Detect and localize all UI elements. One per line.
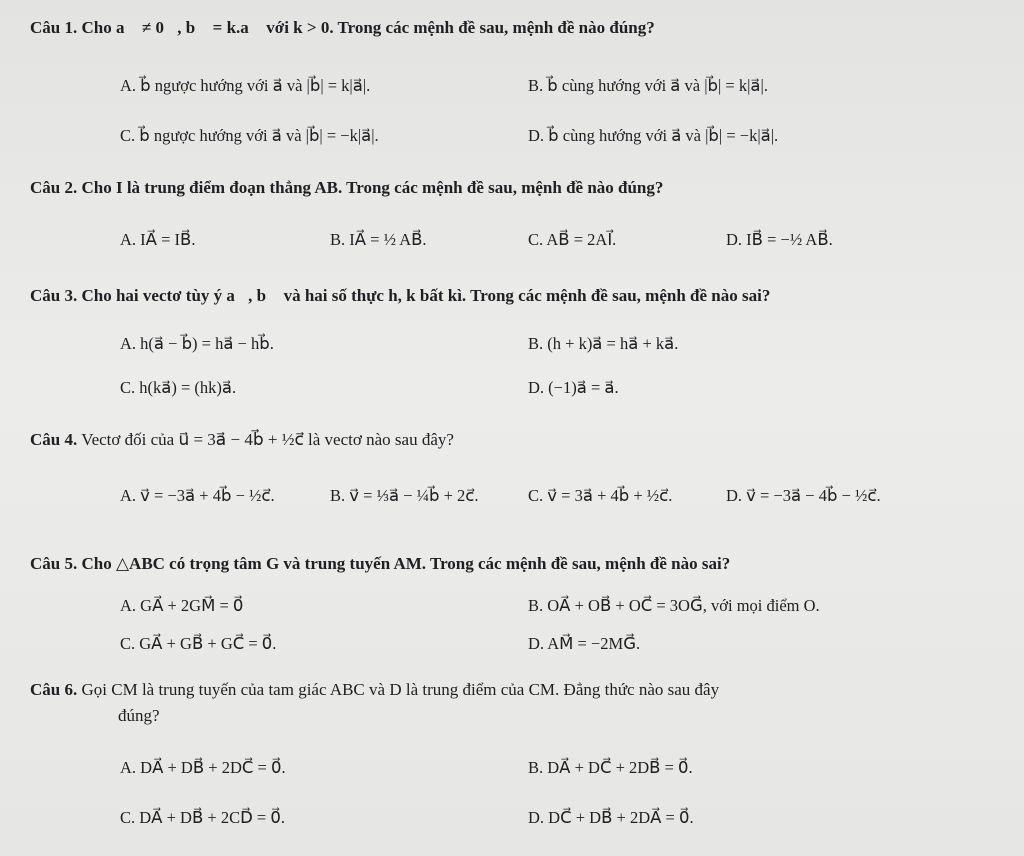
question-2	[30, 178, 663, 198]
question-6	[30, 680, 719, 700]
option-text: DA⃗ + DB⃗ + 2CD⃗ = 0⃗.	[139, 808, 285, 827]
option-letter: C.	[120, 634, 136, 653]
option-letter: B.	[528, 596, 544, 615]
option-letter: D.	[528, 378, 545, 397]
option-text: (−1)a⃗ = a⃗.	[548, 378, 619, 397]
option-4d	[726, 486, 881, 506]
question-stem: Cho I là trung điểm đoạn thẳng AB. Trong các mệnh đề sau, mệnh đề nào đúng?	[81, 178, 664, 197]
option-6c	[120, 808, 285, 828]
question-number: Câu 6.	[30, 680, 78, 699]
question-6-stem-continued	[118, 706, 160, 726]
option-text: v⃗ = ⅓a⃗ − ¼b⃗ + 2c⃗.	[349, 486, 479, 505]
option-text: b⃗ ngược hướng với a⃗ và |b⃗| = k|a⃗|.	[140, 76, 371, 95]
question-number: Câu 2.	[30, 178, 78, 197]
question-number: Câu 3.	[30, 286, 78, 305]
option-letter: C.	[120, 378, 136, 397]
option-2a	[120, 230, 195, 250]
option-text: AB⃗ = 2AI⃗.	[546, 230, 617, 249]
option-text: v⃗ = 3a⃗ + 4b⃗ + ½c⃗.	[547, 486, 673, 505]
question-stem: Vectơ đối của u⃗ = 3a⃗ − 4b⃗ + ½c⃗ là vectơ nào sau đây?	[81, 430, 454, 449]
question-number: Câu 5.	[30, 554, 78, 573]
option-letter: B.	[330, 230, 346, 249]
option-letter: D.	[528, 634, 545, 653]
option-letter: C.	[528, 486, 544, 505]
option-letter: B.	[330, 486, 346, 505]
question-number: Câu 4.	[30, 430, 78, 449]
option-text: GA⃗ + GB⃗ + GC⃗ = 0⃗.	[139, 634, 277, 653]
option-letter: B.	[528, 76, 544, 95]
option-5c	[120, 634, 276, 654]
option-4b	[330, 486, 478, 506]
question-stem: Cho hai vectơ tùy ý a⃗, b⃗ và hai số thực h, k bất kì. Trong các mệnh đề sau, mệnh đề nào sai?	[81, 286, 771, 305]
question-stem: Gọi CM là trung tuyến của tam giác ABC và D là trung điểm của CM. Đẳng thức nào sau đây	[81, 680, 720, 699]
option-6d	[528, 808, 694, 828]
option-letter: D.	[726, 486, 743, 505]
option-text: OA⃗ + OB⃗ + OC⃗ = 3OG⃗, với mọi điểm O.	[547, 596, 820, 615]
option-text: v⃗ = −3a⃗ − 4b⃗ − ½c⃗.	[746, 486, 881, 505]
option-letter: B.	[528, 758, 544, 777]
option-text: h(ka⃗) = (hk)a⃗.	[139, 378, 237, 397]
option-text: DA⃗ + DB⃗ + 2DC⃗ = 0⃗.	[140, 758, 286, 777]
option-text: IB⃗ = −½ AB⃗.	[746, 230, 833, 249]
option-text: (h + k)a⃗ = ha⃗ + ka⃗.	[547, 334, 679, 353]
option-2d	[726, 230, 833, 250]
option-letter: C.	[120, 808, 136, 827]
option-letter: C.	[120, 126, 136, 145]
option-text: IA⃗ = ½ AB⃗.	[349, 230, 427, 249]
question-4	[30, 430, 454, 450]
question-stem-cont: đúng?	[118, 706, 160, 725]
option-letter: D.	[726, 230, 743, 249]
option-5b	[528, 596, 820, 616]
option-letter: D.	[528, 126, 545, 145]
option-1d	[528, 126, 778, 146]
option-4a	[120, 486, 275, 506]
question-number: Câu 1.	[30, 18, 78, 37]
option-text: IA⃗ = IB⃗.	[140, 230, 196, 249]
option-text: b⃗ cùng hướng với a⃗ và |b⃗| = −k|a⃗|.	[548, 126, 779, 145]
option-6b	[528, 758, 693, 778]
option-3d	[528, 378, 619, 398]
option-letter: D.	[528, 808, 545, 827]
option-letter: A.	[120, 486, 137, 505]
option-text: AM⃗ = −2MG⃗.	[547, 634, 641, 653]
question-stem: Cho △ABC có trọng tâm G và trung tuyến AM. Trong các mệnh đề sau, mệnh đề nào sai?	[81, 554, 731, 573]
question-3	[30, 286, 770, 306]
option-2b	[330, 230, 427, 250]
option-text: h(a⃗ − b⃗) = ha⃗ − hb⃗.	[140, 334, 274, 353]
option-text: DC⃗ + DB⃗ + 2DA⃗ = 0⃗.	[548, 808, 694, 827]
option-letter: A.	[120, 758, 137, 777]
question-stem: Cho a⃗ ≠ 0⃗, b⃗ = k.a⃗ với k > 0. Trong các mệnh đề sau, mệnh đề nào đúng?	[81, 18, 655, 37]
option-2c	[528, 230, 616, 250]
option-text: b⃗ ngược hướng với a⃗ và |b⃗| = −k|a⃗|.	[139, 126, 379, 145]
option-3a	[120, 334, 274, 354]
option-4c	[528, 486, 672, 506]
option-letter: B.	[528, 334, 544, 353]
option-text: DA⃗ + DC⃗ + 2DB⃗ = 0⃗.	[547, 758, 693, 777]
option-1c	[120, 126, 379, 146]
option-text: v⃗ = −3a⃗ + 4b⃗ − ½c⃗.	[140, 486, 275, 505]
option-6a	[120, 758, 286, 778]
option-letter: A.	[120, 76, 137, 95]
question-1	[30, 18, 655, 38]
option-letter: C.	[528, 230, 544, 249]
option-letter: A.	[120, 230, 137, 249]
option-5a	[120, 596, 243, 616]
option-letter: A.	[120, 596, 137, 615]
option-1b	[528, 76, 768, 96]
option-5d	[528, 634, 640, 654]
option-letter: A.	[120, 334, 137, 353]
option-3c	[120, 378, 236, 398]
option-text: b⃗ cùng hướng với a⃗ và |b⃗| = k|a⃗|.	[547, 76, 768, 95]
question-5	[30, 554, 730, 574]
option-text: GA⃗ + 2GM⃗ = 0⃗	[140, 596, 244, 615]
option-1a	[120, 76, 370, 96]
option-3b	[528, 334, 678, 354]
